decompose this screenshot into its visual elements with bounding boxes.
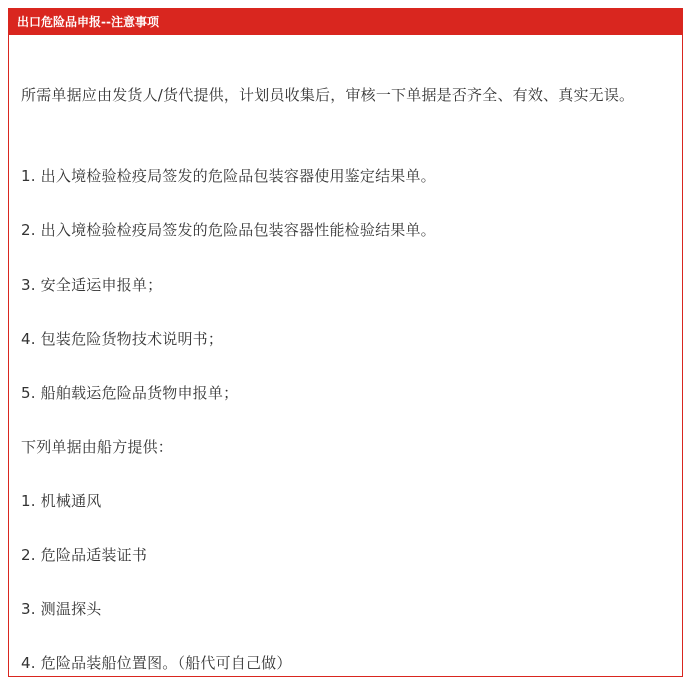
subheading: 下列单据由船方提供： [21, 438, 174, 456]
list-item: 3. 安全适运申报单； [21, 276, 163, 294]
intro-paragraph: 所需单据应由发货人/货代提供，计划员收集后，审核一下单据是否齐全、有效、真实无误。 [21, 86, 635, 104]
list-item: 2. 危险品适装证书 [21, 546, 148, 564]
list-item: 3. 测温探头 [21, 600, 102, 618]
list-item: 4. 包装危险货物技术说明书； [21, 330, 224, 348]
list-item: 2. 出入境检验检疫局签发的危险品包装容器性能检验结果单。 [21, 221, 436, 239]
list-item: 5. 船舶载运危险品货物申报单； [21, 384, 239, 402]
list-item: 1. 出入境检验检疫局签发的危险品包装容器使用鉴定结果单。 [21, 167, 436, 185]
list-item: 1. 机械通风 [21, 492, 102, 510]
panel-title: 出口危险品申报--注意事项 [9, 9, 682, 35]
list-item: 4. 危险品装船位置图。（船代可自己做） [21, 654, 292, 672]
notice-panel [8, 8, 683, 677]
